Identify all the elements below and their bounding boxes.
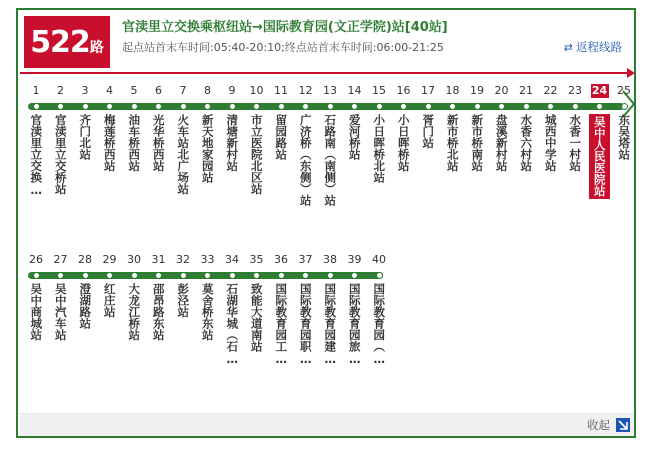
stop-index: 34 <box>225 253 239 266</box>
stop-dot <box>57 272 64 279</box>
stop-6[interactable] <box>147 84 171 172</box>
stop-dot <box>376 103 383 110</box>
stop-22[interactable] <box>539 84 563 172</box>
stop-name: 清塘新村站 <box>225 114 240 172</box>
stop-index: 17 <box>421 84 435 97</box>
stop-name: 城西中学站 <box>543 114 558 172</box>
stop-index: 22 <box>543 84 558 97</box>
panel-footer <box>20 413 634 436</box>
stop-name: 石路南︵南侧︶站 <box>323 114 338 206</box>
stop-dot <box>474 103 481 110</box>
stop-7[interactable] <box>171 84 195 195</box>
stop-20[interactable] <box>490 84 514 172</box>
route-panel <box>16 8 636 438</box>
route-number-badge <box>24 16 110 68</box>
stop-dot <box>278 103 285 110</box>
stop-index: 16 <box>396 84 411 97</box>
stop-dot <box>621 103 628 110</box>
stop-18[interactable] <box>441 84 465 172</box>
stop-index: 28 <box>78 253 92 266</box>
stop-11[interactable] <box>269 84 293 160</box>
stop-15[interactable] <box>367 84 391 183</box>
return-route-link[interactable] <box>564 39 622 55</box>
stop-dot <box>131 272 138 279</box>
stop-23[interactable] <box>563 84 587 172</box>
stop-name: 市立医院北区站 <box>249 114 264 195</box>
stop-dot <box>57 103 64 110</box>
stop-34[interactable] <box>220 253 244 366</box>
stop-index: 6 <box>155 84 162 97</box>
stop-37[interactable] <box>294 253 318 366</box>
stop-name: 国际教育园︵… <box>372 283 387 366</box>
stop-name: 留园路站 <box>274 114 289 160</box>
stop-name: 官渎里立交桥站 <box>53 114 68 195</box>
stop-dot <box>572 103 579 110</box>
stop-16[interactable] <box>392 84 416 172</box>
stop-dot <box>155 272 162 279</box>
stop-dot <box>204 272 211 279</box>
stop-index: 38 <box>323 253 337 266</box>
stop-name: 国际教育园职… <box>298 283 313 366</box>
stop-39[interactable] <box>343 253 367 366</box>
stop-index: 9 <box>228 84 236 97</box>
stop-index: 13 <box>323 84 337 97</box>
stop-dot <box>302 103 309 110</box>
stop-name: 吴中人民医院站 <box>589 114 610 199</box>
collapse-arrow-icon <box>616 418 630 432</box>
stop-name: 国际教育园工… <box>274 283 289 366</box>
return-route-label: 返程线路 <box>576 40 622 54</box>
stop-14[interactable] <box>343 84 367 160</box>
stop-name: 水香六村站 <box>519 114 534 172</box>
stop-dot <box>547 103 554 110</box>
stop-31[interactable] <box>147 253 171 341</box>
stop-index: 18 <box>445 84 460 97</box>
stop-index: 7 <box>179 84 187 97</box>
stop-33[interactable] <box>196 253 220 341</box>
stop-index: 33 <box>200 253 215 266</box>
stop-name: 小日晖桥北站 <box>372 114 387 183</box>
stop-name: 澄湖路站 <box>78 283 93 329</box>
stop-25[interactable] <box>612 84 636 160</box>
stop-name: 齐门北站 <box>78 114 93 160</box>
stop-name: 莫舍桥东站 <box>200 283 215 341</box>
stop-index: 1 <box>32 84 40 97</box>
route-service-times: 起点站首末车时间:05:40-20:10;终点站首末车时间:06:00-21:25 <box>122 41 444 54</box>
stop-dot <box>351 272 358 279</box>
stop-name: 油车桥西站 <box>127 114 142 172</box>
stop-name: 新天地家园站 <box>200 114 215 183</box>
stop-dot <box>155 103 162 110</box>
stop-dot <box>400 103 407 110</box>
stop-dot <box>106 103 113 110</box>
stop-1[interactable] <box>24 84 48 197</box>
stop-dot <box>33 272 40 279</box>
stop-5[interactable] <box>122 84 146 172</box>
stop-index: 27 <box>53 253 68 266</box>
stop-name: 爱河桥站 <box>347 114 362 160</box>
stop-dot <box>302 272 309 279</box>
stop-name: 广济桥︵东侧︶站 <box>298 114 313 206</box>
stop-name: 梅莲桥西站 <box>102 114 117 172</box>
stop-index: 20 <box>494 84 509 97</box>
stop-2[interactable] <box>49 84 73 195</box>
stop-name: 水香一村站 <box>568 114 583 172</box>
stop-dot <box>327 103 334 110</box>
stop-36[interactable] <box>269 253 293 366</box>
stop-index: 3 <box>81 84 89 97</box>
stop-29[interactable] <box>98 253 122 318</box>
stop-index: 25 <box>617 84 631 97</box>
header-divider <box>20 72 632 74</box>
stop-10[interactable] <box>245 84 269 195</box>
stop-32[interactable] <box>171 253 195 318</box>
stop-dot <box>327 272 334 279</box>
stop-dot <box>180 272 187 279</box>
stop-dot <box>82 272 89 279</box>
stop-35[interactable] <box>245 253 269 352</box>
stop-name: 新市桥南站 <box>470 114 485 172</box>
stop-dot <box>229 103 236 110</box>
stop-index: 15 <box>372 84 386 97</box>
stop-38[interactable] <box>318 253 342 366</box>
stop-index: 21 <box>519 84 533 97</box>
route-title: 官渎里立交换乘枢纽站→国际教育园(文正学院)站[40站] <box>122 20 448 35</box>
divider-arrow-icon <box>627 68 635 78</box>
stop-dot <box>82 103 89 110</box>
stop-21[interactable] <box>514 84 538 172</box>
collapse-label: 收起 <box>587 418 610 432</box>
stop-dot <box>229 272 236 279</box>
stop-index: 4 <box>106 84 113 97</box>
stop-dot <box>106 272 113 279</box>
stop-40[interactable] <box>367 253 391 366</box>
stop-name: 邵昂路东站 <box>151 283 166 341</box>
stop-name: 胥门站 <box>421 114 436 149</box>
stop-index: 8 <box>204 84 211 97</box>
stop-dot <box>376 272 383 279</box>
stop-name: 大龙江桥站 <box>127 283 142 341</box>
stop-dot <box>180 103 187 110</box>
stop-17[interactable] <box>416 84 440 149</box>
stop-dot <box>351 103 358 110</box>
stop-index: 14 <box>347 84 362 97</box>
stop-name: 国际教育园旅… <box>347 283 362 366</box>
stop-name: 国际教育园建… <box>323 283 338 366</box>
stop-index: 32 <box>176 253 190 266</box>
stop-index: 26 <box>29 253 43 266</box>
stop-name: 盘溪新村站 <box>494 114 509 172</box>
stop-30[interactable] <box>122 253 146 341</box>
stop-name: 光华桥西站 <box>151 114 166 172</box>
stop-8[interactable] <box>196 84 220 183</box>
stop-index: 11 <box>274 84 288 97</box>
stop-name: 红庄站 <box>102 283 117 318</box>
stop-dot <box>253 272 260 279</box>
stop-dot <box>204 103 211 110</box>
swap-arrows-icon: ⇄ <box>563 41 573 54</box>
stop-dot <box>498 103 505 110</box>
stop-index: 12 <box>298 84 313 97</box>
stop-27[interactable] <box>49 253 73 341</box>
stop-name: 彭泾站 <box>176 283 191 318</box>
stop-name: 小日晖桥站 <box>396 114 411 172</box>
stop-name: 吴中汽车站 <box>53 283 68 341</box>
stop-name: 官渎里立交换… <box>29 114 44 197</box>
stop-index: 37 <box>298 253 313 266</box>
stop-index: 30 <box>127 253 141 266</box>
stop-index: 19 <box>470 84 484 97</box>
stop-dot <box>33 103 40 110</box>
stop-index: 39 <box>347 253 362 266</box>
stop-9[interactable] <box>220 84 244 172</box>
stop-dot <box>449 103 456 110</box>
stop-24[interactable] <box>588 84 612 199</box>
stop-name: 吴中商城站 <box>29 283 44 341</box>
stop-name: 东吴塔站 <box>617 114 632 160</box>
stop-index: 10 <box>249 84 264 97</box>
stop-dot <box>425 103 432 110</box>
stop-name: 新市桥北站 <box>445 114 460 172</box>
stop-26[interactable] <box>24 253 48 341</box>
stop-28[interactable] <box>73 253 97 329</box>
stop-index: 24 <box>591 84 608 97</box>
stop-3[interactable] <box>73 84 97 160</box>
stop-index: 35 <box>249 253 264 266</box>
stop-name: 石湖华城︵石… <box>225 283 240 366</box>
stop-index: 5 <box>130 84 138 97</box>
stop-index: 2 <box>57 84 64 97</box>
collapse-button[interactable] <box>587 417 630 433</box>
stop-dot <box>278 272 285 279</box>
route-number-suffix: 路 <box>89 40 104 56</box>
stop-dot <box>131 103 138 110</box>
stop-index: 40 <box>372 253 386 266</box>
stop-name: 致能大道南站 <box>249 283 264 352</box>
stop-dot <box>253 103 260 110</box>
route-number: 522 <box>30 24 90 60</box>
stop-dot <box>596 103 603 110</box>
stop-4[interactable] <box>98 84 122 172</box>
stop-name: 火车站北广场站 <box>176 114 191 195</box>
stop-index: 31 <box>151 253 166 266</box>
stop-19[interactable] <box>465 84 489 172</box>
stop-index: 29 <box>102 253 117 266</box>
stop-index: 36 <box>274 253 288 266</box>
stop-index: 23 <box>568 84 582 97</box>
stop-dot <box>523 103 530 110</box>
